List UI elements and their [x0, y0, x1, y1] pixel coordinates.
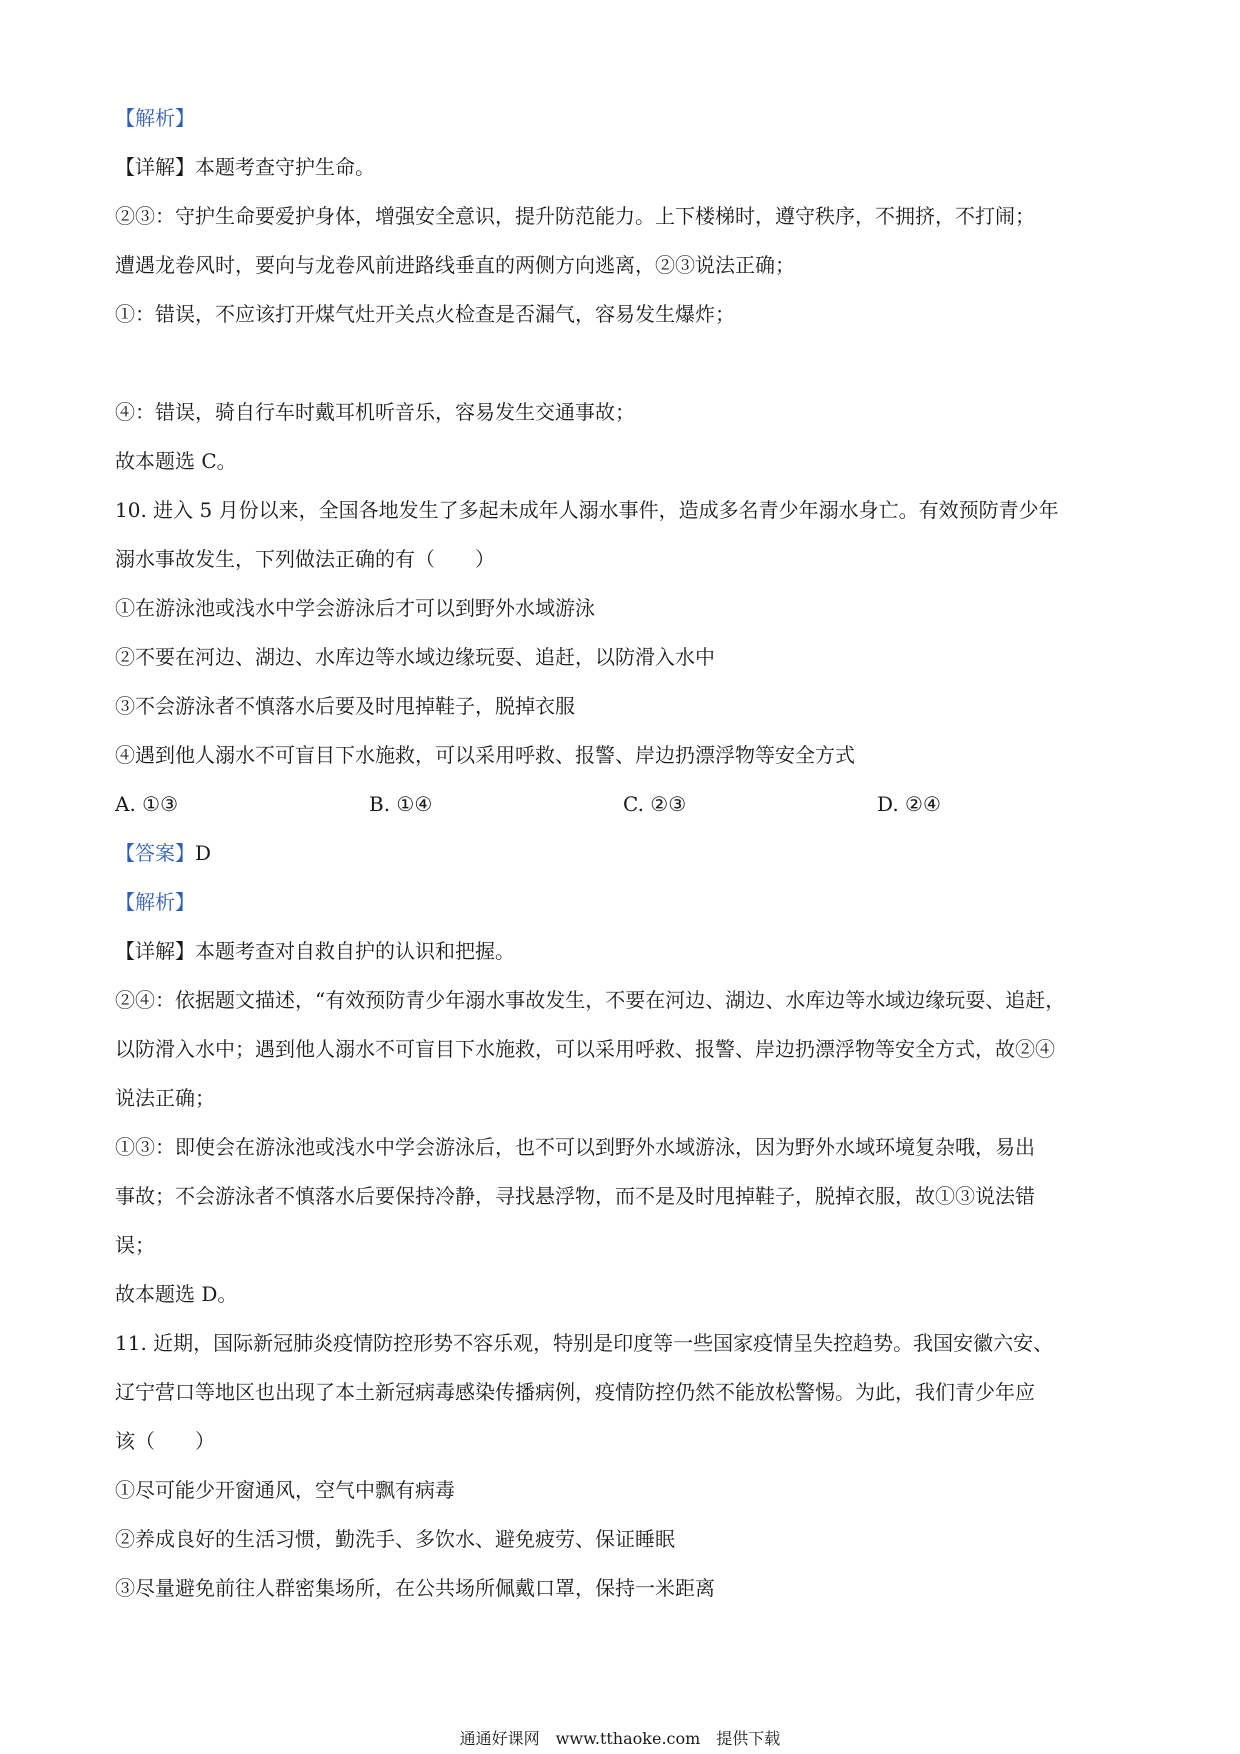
statement-item: ①尽可能少开窗通风，空气中飘有病毒 — [115, 1478, 455, 1502]
paragraph-line: 遭遇龙卷风时，要向与龙卷风前进路线垂直的两侧方向逃离，②③说法正确； — [115, 253, 795, 277]
paragraph-line: 说法正确； — [115, 1086, 215, 1110]
paragraph-line: ①③：即使会在游泳池或浅水中学会游泳后，也不可以到野外水域游泳，因为野外水域环境复杂哦，易出 — [115, 1135, 1035, 1159]
conclusion-line: 故本题选 C。 — [115, 449, 237, 473]
statement-item: ②不要在河边、湖边、水库边等水域边缘玩耍、追赶，以防滑入水中 — [115, 645, 715, 669]
detail-line: 【详解】本题考查对自救自护的认识和把握。 — [115, 939, 515, 963]
paragraph-line: ②③：守护生命要爱护身体，增强安全意识，提升防范能力。上下楼梯时，遵守秩序，不拥挤，不打闹； — [115, 204, 1035, 228]
statement-item: ④遇到他人溺水不可盲目下水施救，可以采用呼救、报警、岸边扔漂浮物等安全方式 — [115, 743, 855, 767]
question-10-stem: 10. 进入 5 月份以来，全国各地发生了多起未成年人溺水事件，造成多名青少年溺水身亡。有效预防青少年 — [115, 498, 1059, 522]
statement-item: ③尽量避免前往人群密集场所，在公共场所佩戴口罩，保持一米距离 — [115, 1576, 715, 1600]
detail-line: 【详解】本题考查守护生命。 — [115, 155, 375, 179]
choice-a: A. ①③ — [115, 792, 179, 816]
choice-b: B. ①④ — [369, 792, 433, 816]
paragraph-line: 事故；不会游泳者不慎落水后要保持冷静，寻找悬浮物，而不是及时甩掉鞋子，脱掉衣服，故①③说法错 — [115, 1184, 1035, 1208]
analysis-tag: 【解析】 — [115, 890, 195, 914]
statement-item: ②养成良好的生活习惯，勤洗手、多饮水、避免疲劳、保证睡眠 — [115, 1527, 675, 1551]
statement-item: ①在游泳池或浅水中学会游泳后才可以到野外水域游泳 — [115, 596, 595, 620]
paragraph-line: 误； — [115, 1233, 155, 1257]
question-11-stem: 11. 近期，国际新冠肺炎疫情防控形势不容乐观，特别是印度等一些国家疫情呈失控趋势。我国安徽六安、 — [115, 1331, 1054, 1355]
question-10-stem: 溺水事故发生，下列做法正确的有（ ） — [115, 547, 495, 571]
analysis-heading — [115, 887, 1135, 917]
statement-item: ③不会游泳者不慎落水后要及时甩掉鞋子，脱掉衣服 — [115, 694, 575, 718]
analysis-heading — [115, 103, 1135, 133]
answer-value: D — [195, 841, 212, 865]
paragraph-line: ①：错误，不应该打开煤气灶开关点火检查是否漏气，容易发生爆炸； — [115, 302, 735, 326]
conclusion-line: 故本题选 D。 — [115, 1282, 238, 1306]
answer-tag: 【答案】 — [115, 841, 195, 865]
paragraph-line: ④：错误，骑自行车时戴耳机听音乐，容易发生交通事故； — [115, 400, 635, 424]
paragraph-line: 以防滑入水中；遇到他人溺水不可盲目下水施救，可以采用呼救、报警、岸边扔漂浮物等安全方式，故②④ — [115, 1037, 1055, 1061]
page-footer: 通通好课网 www.tthaoke.com 提供下载 — [459, 1729, 781, 1748]
analysis-tag: 【解析】 — [115, 106, 195, 130]
paragraph-line: ②④：依据题文描述，“有效预防青少年溺水事故发生，不要在河边、湖边、水库边等水域边缘玩耍、追赶， — [115, 988, 1066, 1012]
question-11-stem: 该（ ） — [115, 1429, 215, 1453]
question-11-stem: 辽宁营口等地区也出现了本土新冠病毒感染传播病例，疫情防控仍然不能放松警惕。为此，我们青少年应 — [115, 1380, 1035, 1404]
choice-d: D. ②④ — [877, 792, 941, 816]
answer-line — [115, 838, 1135, 868]
choice-c: C. ②③ — [623, 792, 687, 816]
